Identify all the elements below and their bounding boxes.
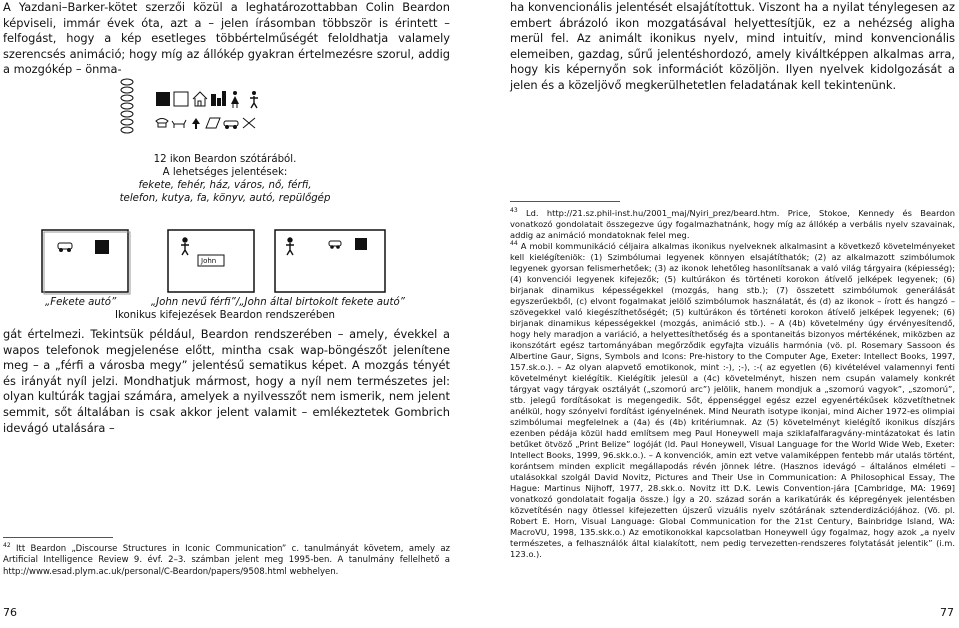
caption2-line1: „Fekete autó” „John nevű férfi”/„John által birtokolt fekete autó” (45, 297, 405, 308)
footnote-44-text: A mobil kommunikáció céljaira alkalmas ikonikus nyelveknek alkalmasint a következő követelményeket kell kielégíteniök: (1) Szimbólumai legyenek könnyen elsajátíthatók; (2) az alkalmazott szimbólumok legyenek gyorsan felismerhetőek; (3) az ikonok lehetőleg hasonlítsanak a való világ tárgyaira (képiesség); (4) konvenciói legyenek kifejezők; (5) kultúrákon és történeti korokon átívelő jelképek legyenek; (6) birjanak dinamikus képességekkel (mozgás, hang stb.); (7) összetett szimbólumok generálását egyszerűekből, (c) elvont fogalmakat jelölő szimbólumok használatát, és (d) az ikonok – írott és hangzó – szövegekkel való kiegészíthetőségét; (5) kultúrákon és történeti korokon átívelő jelképek legyenek; (6) birjanak dinamikus képességekkel (mozgás, animáció stb.). – A (4b) követelmény úgy érvényesítendő, hogy hely maradjon a variáció, a helyettesíthetőség és a spontaneitás bizonyos mértékének, miközben az ikonszótárt egész tartományában megőrződik egyfajta vizuális harmónia (vö. pl. Rosemary Sassoon és Albertine Gaur, Signs, Symbols and Icons: Pre-history to the Computer Age, Exeter: Intellect Books, 1997, 157.sk.o.). – Az olyan alapvető emotikonok, mint :-), ;-), :-( az egyetlen (6) kivételével valamennyi fenti követelményt kielégítik. Kielégítik jelesül a (4c) követelményt, hiszen nem csupán valamely konkrét tárgyat vagy tárgyak osztályát („szomorú arc”) jelölik, hanem mondjuk a „szomorú vagyok”, „szomorú”, stb. jelegű fordításokat is megengedik. Sőt, éppenséggel egész ezzel egyenértékűsek közvetíthetnek anélkül, hogy szónyelvi fordítást igényelnének. Mind Neurath isotype ikonjai, mind Aicher 1972-es olimpiai szimbólumai megfelelnek a (4a) és (4b) kritériumnak. Az (5) követelményt kielégítő ikonikus díszjárs ezenben pédája közül hadd említsem meg Paul Honeywell maja sziklafalfaragvány-mintázatokat és latin betűket ötvöző „Print Belize” logóját (ld. Paul Honeywell, Visual Language for the World Wide Web, Exeter: Intellect Books, 1999, 96.skk.o.). – A konvenciók, amin ezt vetve valamiképpen fentebb már utalás történt, korántsem minden explicit megállapodás révén jönnek létre. (Hasznos idevágó – általános elméleti – utalásokkal szolgál David Novitz, Pictures and Their Use in Communication: A Philosophical Essay, The Hague: Martinus Nijhoff, 1977, 28.skk.o. Novitz itt D.K. Lewis Convention-jára [Cambridge, MA: 1969] vonatkozó gondolatait fogalja össze.) Így a 20. század során a karikatúrák és képregények jelentésben közvetítésén nagy ötlessel kifejezetten újszerű vizuális nyelv szótárának sztenderdizációjához. (Vö. pl. Robert E. Horn, Visual Language: Global Communication for the 21st Century, Bainbridge Island, WA: MacroVU, 1998, 135.skk.o.) Az emotikonokkal kapcsolatban Honeywell úgy fogalmaz, hogy azok „a nyelv természetes, a felhasználók által kialakított, nem pedig tervezetten-rendszeres folytatását jelentik” (i.m. 123.o.). (510, 241, 955, 559)
panel-black-car-owned-by-john (275, 230, 385, 292)
right-top-text: ha konvencionális jelentését elsajátítottuk. Viszont ha a nyilat ténylegesen az embert ábrázoló ikon mozgatásával helyettesítjük, ez a nehézség aligha merül fel. Az animált ikonikus nyelv, mind intuitív, mind konvencionális elemeiben, gazdag, sűrű jelentéshordozó, amely kiváltképpen alkalmas arra, hogy kis képernyőn sok információt közöljön. Ilyen nyelvek kidolgozását a jelen és a közeljövő megkerülhetetlen feladatának kell tekintenünk. (510, 0, 955, 92)
caption2-label-johns-car: „John által birtokolt fekete autó” (239, 297, 405, 308)
icon-dictionary-figure (118, 76, 280, 138)
footnote-42 (3, 544, 450, 578)
caption2-label-john: „John nevű férfi” (150, 297, 236, 308)
footnote-44-number: 44 (510, 240, 518, 247)
left-top-paragraph (3, 0, 450, 78)
footnote-43-text: Ld. http://21.sz.phil-inst.hu/2001_maj/Nyiri_prez/beard.htm. Price, Stokoe, Kennedy és Beardon vonatkozó gondolatait összegezve úgy fogalmazhatnánk, hogy míg az állókép a verbális nyelv szavainak, addig az animáció mondatoknak felel meg. (510, 208, 955, 240)
footnote-42-text: Itt Beardon „Discourse Structures in Iconic Communication” c. tanulmányát követem, amely az Artificial Intelligence Review 9. évf. 2–3. számban jelent meg 1995-ben. A tanulmány fellelhető a http://www.esad.plym.ac.uk/personal/C-Beardon/papers/9508.html webhelyen. (3, 544, 451, 577)
footnote-rule-left (3, 537, 113, 538)
book-icon (206, 118, 220, 128)
spiral-binding (121, 79, 133, 133)
black-square-icon (355, 238, 367, 250)
right-footnotes (510, 208, 955, 560)
left-bottom-text: gát értelmezi. Tekintsük például, Beardon rendszerében – amely, évekkel a wapos telefonok megjelenése előtt, mintha csak wap-böngészőt jelenítene meg – a „férfi a városba megy” jelentésű sematikus képet. A mozgás tényét és irányát nyíl jelzi. Mondhatjuk mármost, hogy a nyíl nem természetes jel: olyan kultúrák tagjai számára, amelyek a nyilvesszőt nem ismerik, nem jelent semmit, sőt általában is csak akkor jelent valamit – emlékeztetek Gombrich idevágó utalására – (3, 327, 450, 435)
black-square-icon (156, 92, 170, 106)
woman-icon (231, 91, 239, 108)
dog-icon (172, 120, 186, 128)
caption1-line2: A lehetséges jelentések: (162, 167, 288, 178)
house-icon (193, 92, 207, 106)
page-number-left: 76 (3, 606, 17, 619)
left-bottom-paragraph (3, 327, 450, 436)
caption-icon-dictionary (100, 153, 350, 205)
footnote-44 (510, 241, 955, 560)
caption2-label-black-car: „Fekete autó” (45, 297, 117, 308)
panel-black-car (42, 230, 130, 294)
car-icon (224, 121, 238, 129)
iconic-expressions-figure (40, 228, 400, 298)
man-icon (250, 91, 258, 108)
airplane-icon (243, 118, 255, 128)
telephone-icon (156, 119, 168, 128)
panel-man-named-john (168, 230, 254, 292)
caption2-line2: Ikonikus kifejezések Beardon rendszerében (114, 310, 336, 321)
tree-icon (192, 118, 200, 129)
left-top-text: A Yazdani–Barker-kötet szerzői közül a leghatározottabban Colin Beardon képviseli, immár évek óta, azt a – jelen írásomban többször is érintett – felfogást, hogy a kép esetleges többértelműségét feloldhatja valamely szerencsés animáció; hogy míg az állókép gyakran értelmezésre szorul, addig a mozgókép – önma- (3, 0, 450, 77)
black-square-icon (95, 240, 109, 254)
page-number-right: 77 (940, 606, 954, 619)
caption1-line3: fekete, fehér, ház, város, nő, férfi, (138, 180, 312, 191)
footnote-43 (510, 208, 955, 241)
caption1-line1: 12 ikon Beardon szótárából. (153, 154, 297, 165)
footnote-43-number: 43 (510, 207, 518, 214)
footnote-rule-right (510, 201, 620, 202)
footnote-42-number: 42 (3, 542, 11, 549)
caption-iconic-expressions (0, 296, 450, 322)
white-square-icon (174, 92, 188, 106)
right-top-paragraph (510, 0, 955, 94)
city-icon (211, 91, 226, 106)
caption1-line4: telefon, kutya, fa, könyv, autó, repülőgép (119, 193, 331, 204)
john-label: John (201, 257, 217, 265)
